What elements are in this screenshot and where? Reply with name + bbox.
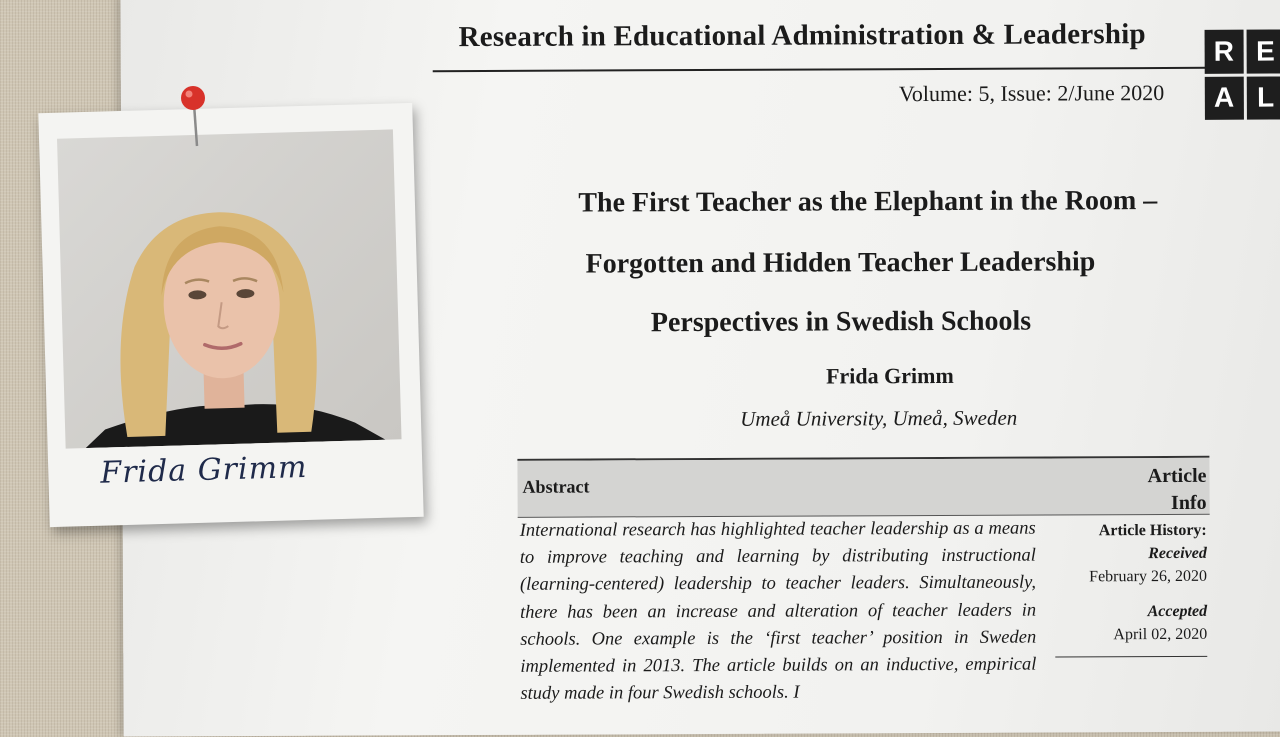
info-rule — [1055, 656, 1207, 658]
article-info-label: Article Info — [1147, 464, 1207, 514]
logo-letter: L — [1246, 76, 1280, 120]
accepted-label: Accepted — [1147, 602, 1208, 621]
history-label: Article History: — [1098, 521, 1207, 540]
article-info — [1053, 519, 1208, 647]
article-title-line: Forgotten and Hidden Teacher Leadership — [585, 246, 1096, 280]
abstract-label: Abstract — [522, 476, 590, 497]
abstract-header-band — [517, 458, 1209, 517]
handwritten-signature: Frida Grimm — [99, 449, 308, 491]
logo-letter: E — [1246, 29, 1280, 73]
received-label: Received — [1148, 544, 1207, 563]
received-date: February 26, 2020 — [1089, 567, 1207, 586]
portrait-illustration — [57, 129, 402, 448]
polaroid-photo — [38, 103, 423, 527]
article-title-line: Perspectives in Swedish Schools — [650, 305, 1032, 339]
article-title-line: The First Teacher as the Elephant in the Room – — [578, 185, 1158, 219]
push-pin-icon — [176, 84, 216, 148]
author-affiliation: Umeå University, Umeå, Sweden — [740, 405, 1018, 431]
accepted-date: April 02, 2020 — [1113, 625, 1208, 644]
logo-letter: A — [1205, 76, 1244, 120]
abstract-text: International research has highlighted teacher leadership as a means to improve teaching and learning by distributing instructional (learning-centered) leadership to teacher leaders. Simultaneously, there has been an increase and alteration of teacher leaders in schools. One example is the ‘first teacher’ position in Sweden implemented in 2013. The article builds on an inductive, empirical study made in four Swedish schools. I — [519, 518, 1037, 705]
header-rule — [433, 67, 1208, 72]
author-portrait — [57, 129, 402, 448]
volume-issue: Volume: 5, Issue: 2/June 2020 — [898, 80, 1165, 107]
journal-logo — [1205, 29, 1280, 119]
logo-letter: R — [1205, 30, 1244, 74]
journal-title: Research in Educational Administration & Leadership — [458, 18, 1146, 54]
author-name: Frida Grimm — [825, 362, 954, 389]
